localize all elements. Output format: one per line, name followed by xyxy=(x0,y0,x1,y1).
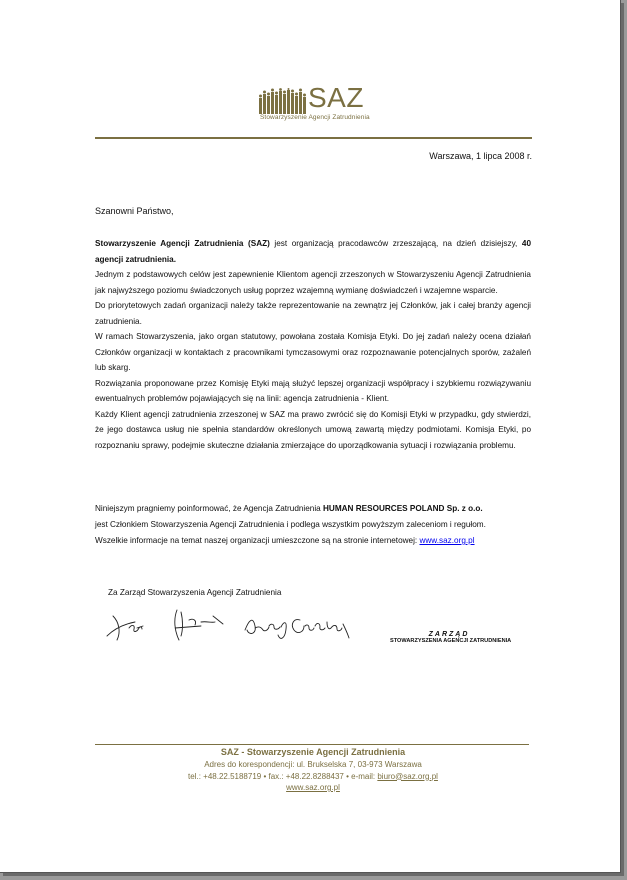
paragraph-solutions: Rozwiązania proponowane przez Komisję Etyki mają służyć lepszej organizacji współpracy i szybkiemu rozwiązywaniu ewentualnych problemów pojawiających się na linii: agencja zatrudnienia - Klient. xyxy=(95,378,531,403)
footer-email-link[interactable]: biuro@saz.org.pl xyxy=(377,771,438,781)
membership-notice xyxy=(95,501,535,549)
notice-line-2: jest Członkiem Stowarzyszenia Agencji Zatrudnienia i podlega wszystkim powyższym zaleceniom i regułom. xyxy=(95,520,486,529)
people-figures-logo-icon xyxy=(258,88,310,114)
company-name: HUMAN RESOURCES POLAND Sp. z o.o. xyxy=(323,504,483,513)
stamp-title: ZARZĄD xyxy=(428,631,470,638)
footer-org-name: SAZ - Stowarzyszenie Agencji Zatrudnienia xyxy=(220,747,406,757)
paragraph-priorities: Do priorytetowych zadań organizacji należy także reprezentowanie na zewnątrz jej Członków, jak i całej branży agencji zatrudnienia. xyxy=(95,301,531,326)
paragraph-intro xyxy=(95,236,531,267)
notice-line-1 xyxy=(95,501,535,517)
board-stamp xyxy=(390,631,512,644)
letter-footer xyxy=(95,746,531,794)
org-name-bold: Stowarzyszenie Agencji Zatrudnienia (SAZ) xyxy=(95,239,270,248)
footer-contact xyxy=(95,771,531,783)
logo-subtitle: Stowarzyszenie Agencji Zatrudnienia xyxy=(260,114,370,121)
footer-website-link[interactable]: www.saz.org.pl xyxy=(286,783,340,792)
notice-line-3 xyxy=(95,533,535,549)
saz-logo xyxy=(258,82,373,124)
logo-wordmark: SAZ xyxy=(308,82,364,113)
paragraph-ethics-committee: W ramach Stowarzyszenia, jako organ statutowy, powołana została Komisja Etyki. Do jej zadań należy ocena działań Członków organizacji w kontaktach z pracownikami tymczasowymi oraz rozpoznawanie potencjalnych sporów, zażaleń lub skarg. xyxy=(95,332,531,372)
footer-rule xyxy=(95,744,529,745)
website-info-text: Wszelkie informacje na temat naszej organizacji umieszczone są na stronie internetowej: xyxy=(95,536,420,545)
stamp-subtitle: STOWARZYSZENIA AGENCJI ZATRUDNIENIA xyxy=(390,638,512,644)
intro-text: jest organizacją pracodawców zrzeszającą, na dzień dzisiejszy, xyxy=(269,239,522,248)
handwritten-signatures xyxy=(105,606,360,644)
letter-date: Warszawa, 1 lipca 2008 r. xyxy=(429,151,532,161)
footer-address: Adres do korespondencji: ul. Brukselska 7, 03-973 Warszawa xyxy=(204,760,422,769)
notice-text: Niniejszym pragniemy poinformować, że Agencja Zatrudnienia xyxy=(95,504,323,513)
member-count-bold: 40 agencji zatrudnienia. xyxy=(95,239,531,264)
board-signature-caption: Za Zarząd Stowarzyszenia Agencji Zatrudnienia xyxy=(108,588,282,597)
footer-phone-fax: tel.: +48.22.5188719 • fax.: +48.22.8288437 • e-mail: xyxy=(188,771,378,781)
letter-body xyxy=(95,236,531,453)
website-link[interactable]: www.saz.org.pl xyxy=(419,536,475,545)
header-rule xyxy=(95,137,532,139)
paragraph-goals: Jednym z podstawowych celów jest zapewnienie Klientom agencji zrzeszonych w Stowarzyszeniu Agencji Zatrudnienia jak najwyższego poziomu świadczonych usług poprzez wzajemną wymianę doświadczeń i wzajemne wsparcie. xyxy=(95,270,531,295)
salutation: Szanowni Państwo, xyxy=(95,206,174,216)
paragraph-client-rights: Każdy Klient agencji zatrudnienia zrzeszonej w SAZ ma prawo zwrócić się do Komisji Etyki w przypadku, gdy stwierdzi, że jego dostawca usług nie spełnia standardów określonych umową zawartą między podmiotami. Komisja Etyki, po rozpoznaniu sprawy, podejmie skuteczne działania zmierzające do uporządkowania sytuacji i rozwiązania problemu. xyxy=(95,409,531,450)
